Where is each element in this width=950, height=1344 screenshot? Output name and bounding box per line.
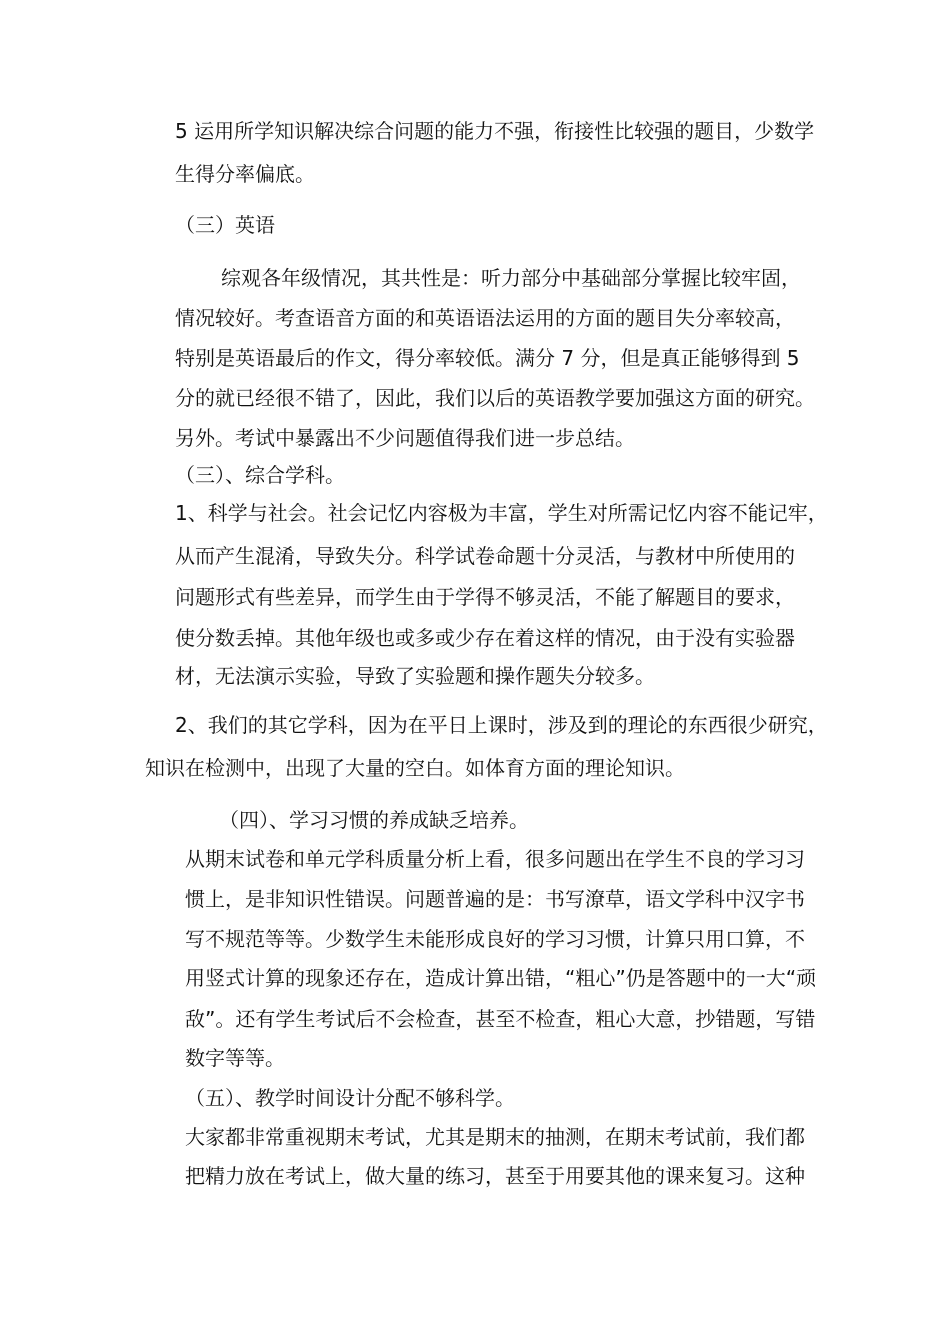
text-line: 大家都非常重视期末考试，尤其是期末的抽测，在期末考试前，我们都 <box>185 1125 805 1149</box>
text-line: 5 运用所学知识解决综合问题的能力不强，衔接性比较强的题目，少数学 <box>175 119 815 143</box>
text-line: 1、科学与社会。社会记忆内容极为丰富，学生对所需记忆内容不能记牢， <box>175 501 828 525</box>
text-line: 特别是英语最后的作文，得分率较低。满分 7 分，但是真正能够得到 5 <box>175 346 800 370</box>
text-line: 敌”。还有学生考试后不会检查，甚至不检查，粗心大意，抄错题，写错 <box>185 1007 816 1031</box>
text-line: 把精力放在考试上，做大量的练习，甚至于用要其他的课来复习。这种 <box>185 1164 805 1188</box>
text-line: 2、我们的其它学科，因为在平日上课时，涉及到的理论的东西很少研究， <box>175 713 828 737</box>
text-line: 问题形式有些差异，而学生由于学得不够灵活，不能了解题目的要求， <box>175 585 795 609</box>
text-line: 另外。考试中暴露出不少问题值得我们进一步总结。 <box>175 426 635 450</box>
section-heading: （五）、教学时间设计分配不够科学。 <box>185 1086 515 1110</box>
text-line: 综观各年级情况，其共性是：听力部分中基础部分掌握比较牢固， <box>221 266 801 290</box>
text-line: 惯上，是非知识性错误。问题普遍的是：书写潦草，语文学科中汉字书 <box>185 887 805 911</box>
text-line: 分的就已经很不错了，因此，我们以后的英语教学要加强这方面的研究。 <box>175 386 815 410</box>
section-heading: （三）英语 <box>175 213 275 237</box>
text-line: 知识在检测中，出现了大量的空白。如体育方面的理论知识。 <box>145 756 685 780</box>
section-heading: （三）、综合学科。 <box>175 463 345 487</box>
section-heading: （四）、学习习惯的养成缺乏培养。 <box>219 808 529 832</box>
text-line: 生得分率偏底。 <box>175 162 315 186</box>
text-line: 数字等等。 <box>185 1046 285 1070</box>
text-line: 从期末试卷和单元学科质量分析上看，很多问题出在学生不良的学习习 <box>185 847 805 871</box>
text-line: 从而产生混淆，导致失分。科学试卷命题十分灵活，与教材中所使用的 <box>175 544 795 568</box>
text-line: 用竖式计算的现象还存在，造成计算出错，“粗心”仍是答题中的一大“顽 <box>185 966 817 990</box>
text-line: 材，无法演示实验，导致了实验题和操作题失分较多。 <box>175 664 655 688</box>
text-line: 情况较好。考查语音方面的和英语语法运用的方面的题目失分率较高， <box>175 306 795 330</box>
text-line: 使分数丢掉。其他年级也或多或少存在着这样的情况，由于没有实验器 <box>175 626 795 650</box>
text-line: 写不规范等等。少数学生未能形成良好的学习习惯，计算只用口算，不 <box>185 927 805 951</box>
